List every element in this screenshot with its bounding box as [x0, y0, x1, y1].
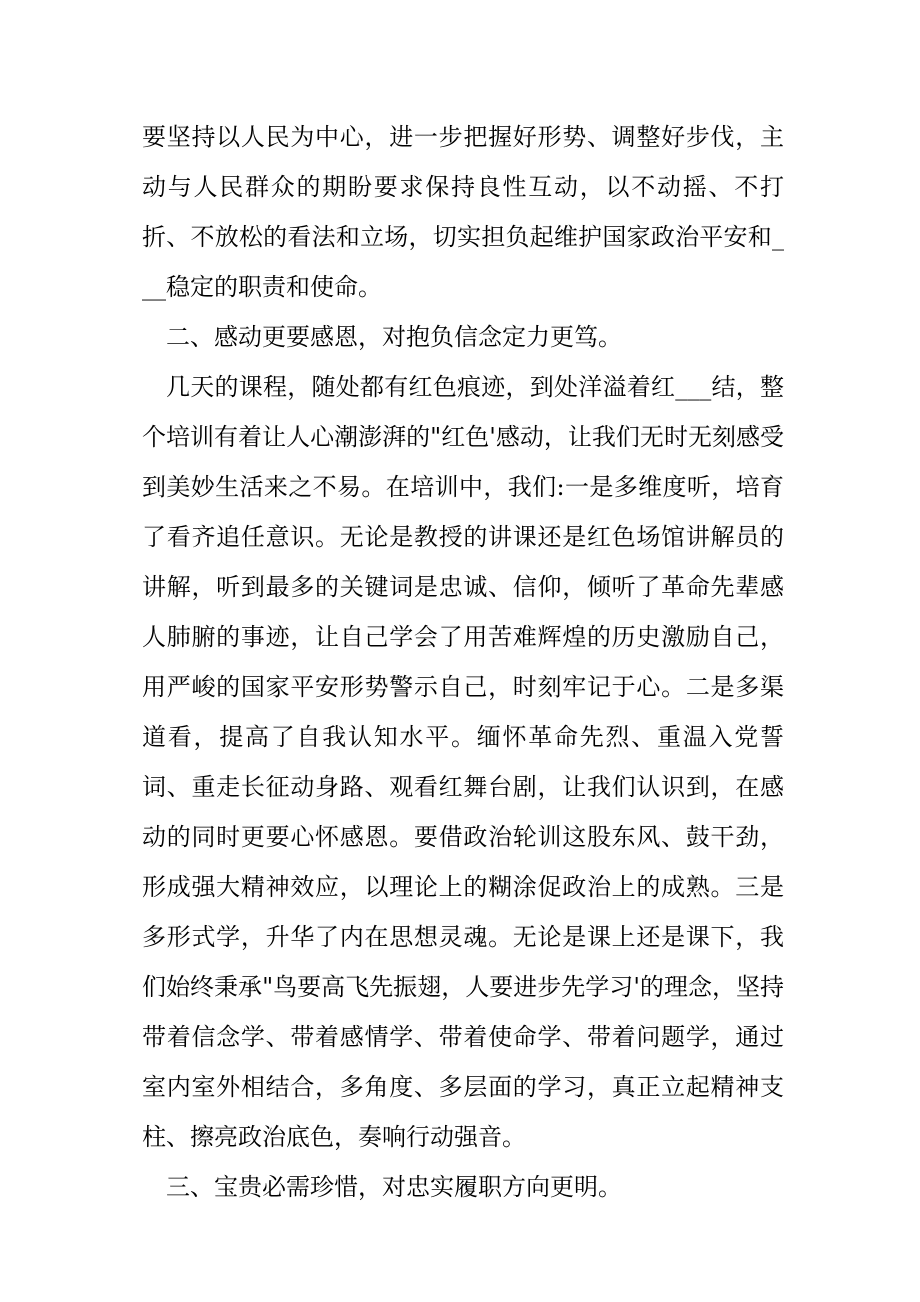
paragraph-continuation: 要坚持以人民为中心，进一步把握好形势、调整好步伐，主动与人民群众的期盼要求保持良性互动，以不动摇、不打折、不放松的看法和立场，切实担负起维护国家政治平安和___稳定的职责和使命。	[142, 123, 784, 301]
paragraph-training-reflection: 几天的课程，随处都有红色痕迹，到处洋溢着红___结，整个培训有着让人心潮澎湃的"红色'感动，让我们无时无刻感受到美妙生活来之不易。在培训中，我们:一是多维度听，培育了看齐追任意识。无论是教授的讲课还是红色场馆讲解员的讲解，听到最多的关键词是忠诚、信仰，倾听了革命先辈感人肺腑的事迹，让自己学会了用苦难辉煌的历史激励自己，用严峻的国家平安形势警示自己，时刻牢记于心。二是多渠道看，提高了自我认知水平。缅怀革命先烈、重温入党誓词、重走长征动身路、观看红舞台剧，让我们认识到，在感动的同时更要心怀感恩。要借政治轮训这股东风、鼓干劲，形成强大精神效应，以理论上的糊涂促政治上的成熟。三是多形式学，升华了内在思想灵魂。无论是课上还是课下，我们始终秉承"鸟要高飞先振翅，人要进步先学习'的理念，坚持带着信念学、带着感情学、带着使命学、带着问题学，通过室内室外相结合，多角度、多层面的学习，真正立起精神支柱、擦亮政治底色，奏响行动强音。	[142, 373, 784, 1151]
section-heading-three: 三、宝贵必需珍惜，对忠实履职方向更明。	[166, 1173, 622, 1201]
document-body	[142, 112, 784, 1212]
section-heading-two: 二、感动更要感恩，对抱负信念定力更笃。	[166, 323, 622, 351]
